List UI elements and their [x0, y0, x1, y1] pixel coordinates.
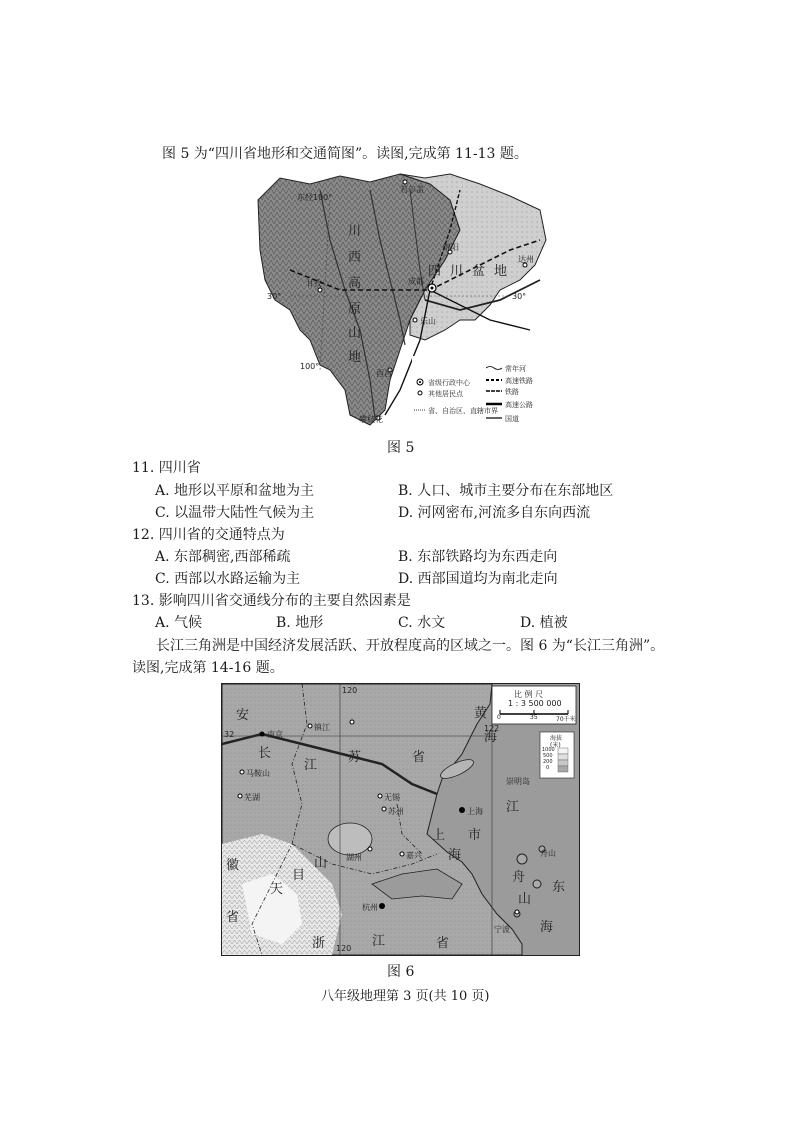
- elev-value: 500: [543, 753, 553, 759]
- scale-ratio: 1 : 3 500 000: [508, 699, 562, 708]
- lat-label-left: 32: [224, 730, 235, 739]
- jiangsu-label: 江: [304, 758, 318, 773]
- city-chengdu: 成都: [408, 277, 424, 286]
- city-jiaxing: 嘉兴: [406, 851, 422, 860]
- elev-value: 200: [543, 759, 553, 765]
- q12-stem: 12. 四川省的交通特点为: [132, 527, 285, 543]
- zhoushan-label: 山: [518, 892, 532, 907]
- city-xichang: 西昌: [376, 369, 392, 378]
- elev-title: 海拔: [550, 735, 563, 742]
- city-nanjing: 南京: [267, 730, 283, 739]
- donghai-label: 海: [540, 920, 554, 935]
- tianmu-label: 山: [314, 856, 328, 871]
- fig5-caption: 图 5: [387, 440, 415, 456]
- q11-option-b[interactable]: B. 人口、城市主要分布在东部地区: [398, 483, 614, 499]
- q11-stem: 11. 四川省: [132, 460, 201, 476]
- scale-title: 比 例 尺: [514, 690, 544, 699]
- jiangsu-label: 苏: [348, 750, 362, 765]
- legend-river: 常年河: [505, 365, 526, 373]
- city-chongming: 崇明岛: [506, 777, 530, 786]
- changjiang-label: 长: [258, 746, 272, 761]
- lon-label-bottom: 120: [336, 944, 352, 953]
- fig5-intro: 图 5 为“四川省地形和交通简图”。读图,完成第 11-13 题。: [162, 146, 528, 162]
- region-char: 高: [348, 276, 362, 291]
- tianmu-label: 目: [292, 868, 306, 883]
- donghai-label: 东: [552, 880, 566, 895]
- q11-option-d[interactable]: D. 河网密布,河流多自东向西流: [398, 505, 591, 521]
- q13-option-b[interactable]: B. 地形: [276, 615, 324, 631]
- q13-stem: 13. 影响四川省交通线分布的主要自然因素是: [132, 593, 411, 609]
- shanghai-label: 市: [468, 828, 482, 843]
- city-wuxi: 无锡: [384, 793, 400, 802]
- city-dazhou: 达州: [518, 255, 534, 264]
- city-wuhu: 芜湖: [244, 793, 260, 802]
- legend-expressway: 高速公路: [505, 401, 533, 409]
- q11-option-c[interactable]: C. 以温带大陆性气候为主: [155, 505, 315, 521]
- region-char: 地: [494, 264, 508, 279]
- city-shanghai: 上海: [467, 807, 483, 816]
- city-maanshan: 马鞍山: [246, 769, 270, 778]
- yangtze-delta-map-svg: [222, 684, 579, 955]
- shanghai-label: 海: [448, 848, 462, 863]
- anhui-label: 徽: [226, 858, 240, 873]
- region-char: 地: [348, 350, 362, 365]
- zhejiang-label: 浙: [312, 936, 326, 951]
- q12-option-a[interactable]: A. 东部稠密,西部稀疏: [155, 549, 291, 565]
- city-ganzi: 甘孜: [306, 279, 322, 288]
- legend-national-road: 国道: [505, 415, 519, 423]
- lon-label-top1: 120: [342, 686, 358, 695]
- region-char: 西: [348, 250, 362, 265]
- q12-option-d[interactable]: D. 西部国道均为南北走向: [398, 571, 558, 587]
- region-char: 盆: [472, 264, 486, 279]
- yangtze-delta-map: [221, 683, 580, 956]
- changjiang-label: 江: [506, 800, 520, 815]
- legend-boundary: 省、自治区、直辖市界: [428, 407, 498, 415]
- city-zhoushan: 舟山: [540, 849, 556, 858]
- anhui-label: 安: [236, 708, 250, 723]
- legend-railway: 铁路: [505, 388, 519, 396]
- q11-option-a[interactable]: A. 地形以平原和盆地为主: [155, 483, 315, 499]
- taihu-lake: [328, 823, 372, 855]
- city-hangzhou: 杭州: [362, 903, 378, 912]
- region-char: 四: [428, 264, 442, 279]
- city-zhenjiang: 镇江: [314, 723, 330, 732]
- elev-value: 0: [546, 765, 550, 771]
- legend-hsr: 高速铁路: [505, 377, 533, 385]
- fig6-caption: 图 6: [387, 964, 415, 980]
- tianmu-label: 天: [270, 882, 284, 897]
- sichuan-map: [250, 170, 550, 432]
- region-char: 山: [348, 326, 362, 341]
- q12-option-c[interactable]: C. 西部以水路运输为主: [155, 571, 301, 587]
- fig6-intro-line1: 长江三角洲是中国经济发展活跃、开放程度高的区域之一。图 6 为“长江三角洲”。: [156, 638, 665, 654]
- page-footer: 八年级地理第 3 页(共 10 页): [321, 989, 490, 1004]
- region-char: 川: [450, 264, 464, 279]
- lat-label-right: 30°: [512, 292, 527, 301]
- q13-option-c[interactable]: C. 水文: [398, 615, 446, 631]
- huanghai-label: 黄: [474, 706, 488, 721]
- elev-unit: (米): [550, 742, 561, 749]
- region-char: 原: [348, 302, 362, 317]
- legend-other-settlement: 其他居民点: [428, 390, 463, 398]
- jiangsu-label: 省: [412, 750, 426, 765]
- zhejiang-label: 江: [372, 934, 386, 949]
- lon-label-top2: 122: [484, 724, 500, 733]
- fig6-intro-line2: 读图,完成第 14-16 题。: [132, 660, 284, 676]
- scale-tick: 0: [497, 714, 501, 721]
- city-huzhou: 湖州: [346, 853, 362, 862]
- zhoushan-label: 舟: [512, 870, 526, 885]
- lat-label-left: 30°: [267, 292, 282, 301]
- lon-label-top: 东经100°: [297, 193, 333, 202]
- q12-option-b[interactable]: B. 东部铁路均为东西走向: [398, 549, 558, 565]
- city-leshan: 乐山: [420, 317, 436, 326]
- city-suzhou: 苏州: [388, 807, 404, 816]
- lon-label-bottom: 100°: [300, 362, 320, 371]
- scale-tick: 70千米: [556, 716, 576, 723]
- city-ruoergai: 若尔盖: [400, 185, 424, 194]
- q13-option-d[interactable]: D. 植被: [520, 615, 568, 631]
- elev-value: 1000: [542, 747, 555, 753]
- city-mianyang: 绵阳: [443, 243, 459, 252]
- q13-option-a[interactable]: A. 气候: [155, 615, 203, 631]
- zhejiang-label: 省: [436, 936, 450, 951]
- region-char: 川: [348, 224, 362, 239]
- huanghai-label: 海: [484, 730, 498, 745]
- anhui-label: 省: [226, 910, 240, 925]
- city-ningbo: 宁波: [494, 925, 510, 934]
- city-panzhihua: 攀枝花: [359, 415, 383, 424]
- shanghai-label: 上: [432, 828, 446, 843]
- scale-tick: 35: [530, 714, 538, 721]
- legend-provincial-center: 省级行政中心: [428, 379, 470, 387]
